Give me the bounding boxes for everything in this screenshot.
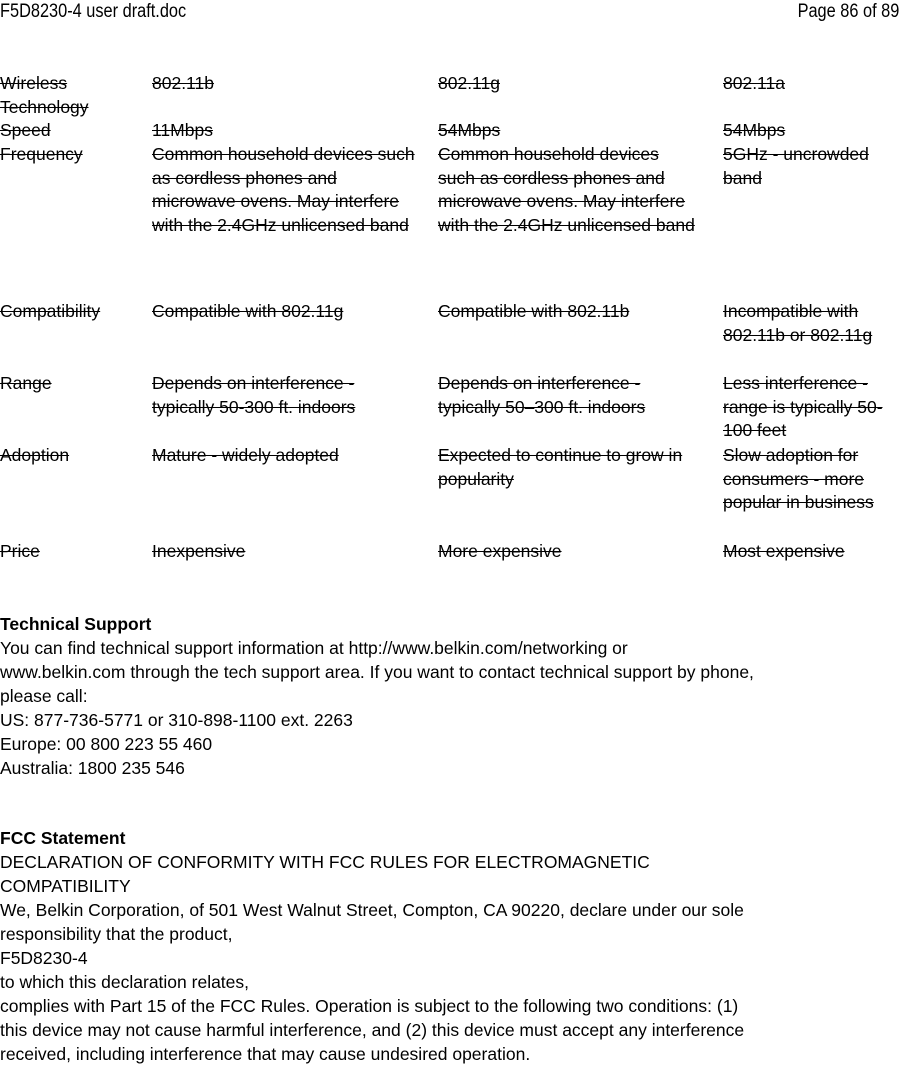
cell-802-11g: Common household devices such as cordless phones and microwave ovens. May interfere with the 2.4GHz unlicensed band <box>438 144 695 235</box>
row-label: Adoption <box>0 445 70 465</box>
cell-802-11a: Incompatible with 802.11b or 802.11g <box>723 301 873 345</box>
technical-support-heading: Technical Support <box>0 614 152 634</box>
cell-802-11b: Mature - widely adopted <box>152 445 339 465</box>
support-phone-us: US: 877-736-5771 or 310-898-1100 ext. 2263 <box>0 710 353 730</box>
cell-802-11b: 11Mbps <box>152 120 213 140</box>
cell-802-11g: 54Mbps <box>438 120 501 140</box>
row-label: Compatibility <box>0 301 101 321</box>
row-label: Frequency <box>0 144 83 164</box>
fcc-text-line: this device may not cause harmful interference, and (2) this device must accept any interference <box>0 1020 745 1040</box>
fcc-text-line: received, including interference that may cause undesired operation. <box>0 1044 531 1064</box>
support-phone-australia: Australia: 1800 235 546 <box>0 758 185 778</box>
cell-802-11b: Common household devices such as cordless phones and microwave ovens. May interfere with the 2.4GHz unlicensed band <box>152 144 415 235</box>
row-label: Wireless Technology <box>0 73 89 117</box>
cell-802-11a: Less interference - range is typically 50-100 feet <box>723 373 883 440</box>
fcc-statement-section <box>0 826 899 1066</box>
fcc-text-line: COMPATIBILITY <box>0 876 131 896</box>
page-number: Page 86 of 89 <box>797 1 899 22</box>
support-text-line: www.belkin.com through the tech support area. If you want to contact technical support by phone, <box>0 662 754 682</box>
cell-802-11a: Most expensive <box>723 541 845 561</box>
support-phone-europe: Europe: 00 800 223 55 460 <box>0 734 213 754</box>
cell-802-11g: 802.11g <box>438 73 500 93</box>
fcc-product-model: F5D8230-4 <box>0 948 88 968</box>
cell-802-11g: Depends on interference - typically 50–300 ft. indoors <box>438 373 646 417</box>
fcc-text-line: We, Belkin Corporation, of 501 West Walnut Street, Compton, CA 90220, declare under our sole <box>0 900 744 920</box>
cell-802-11g: More expensive <box>438 541 562 561</box>
row-label: Price <box>0 541 40 561</box>
page-header <box>0 0 899 24</box>
cell-802-11b: Inexpensive <box>152 541 246 561</box>
cell-802-11b: 802.11b <box>152 73 214 93</box>
cell-802-11a: 54Mbps <box>723 120 786 140</box>
cell-802-11g: Compatible with 802.11b <box>438 301 630 321</box>
row-label: Speed <box>0 120 51 140</box>
cell-802-11a: Slow adoption for consumers - more popular in business <box>723 445 874 512</box>
fcc-text-line: DECLARATION OF CONFORMITY WITH FCC RULES FOR ELECTROMAGNETIC <box>0 852 650 872</box>
technical-support-section <box>0 612 899 780</box>
fcc-text-line: complies with Part 15 of the FCC Rules. Operation is subject to the following two conditions: (1) <box>0 996 739 1016</box>
cell-802-11g: Expected to continue to grow in popularity <box>438 445 683 489</box>
cell-802-11b: Depends on interference - typically 50-300 ft. indoors <box>152 373 356 417</box>
row-label: Range <box>0 373 52 393</box>
document-name: F5D8230-4 user draft.doc <box>0 1 187 22</box>
fcc-text-line: to which this declaration relates, <box>0 972 250 992</box>
cell-802-11a: 802.11a <box>723 73 785 93</box>
support-text-line: You can find technical support information at http://www.belkin.com/networking or <box>0 638 628 658</box>
cell-802-11b: Compatible with 802.11g <box>152 301 344 321</box>
support-text-line: please call: <box>0 686 88 706</box>
cell-802-11a: 5GHz - uncrowded band <box>723 144 869 188</box>
fcc-statement-heading: FCC Statement <box>0 828 126 848</box>
fcc-text-line: responsibility that the product, <box>0 924 233 944</box>
